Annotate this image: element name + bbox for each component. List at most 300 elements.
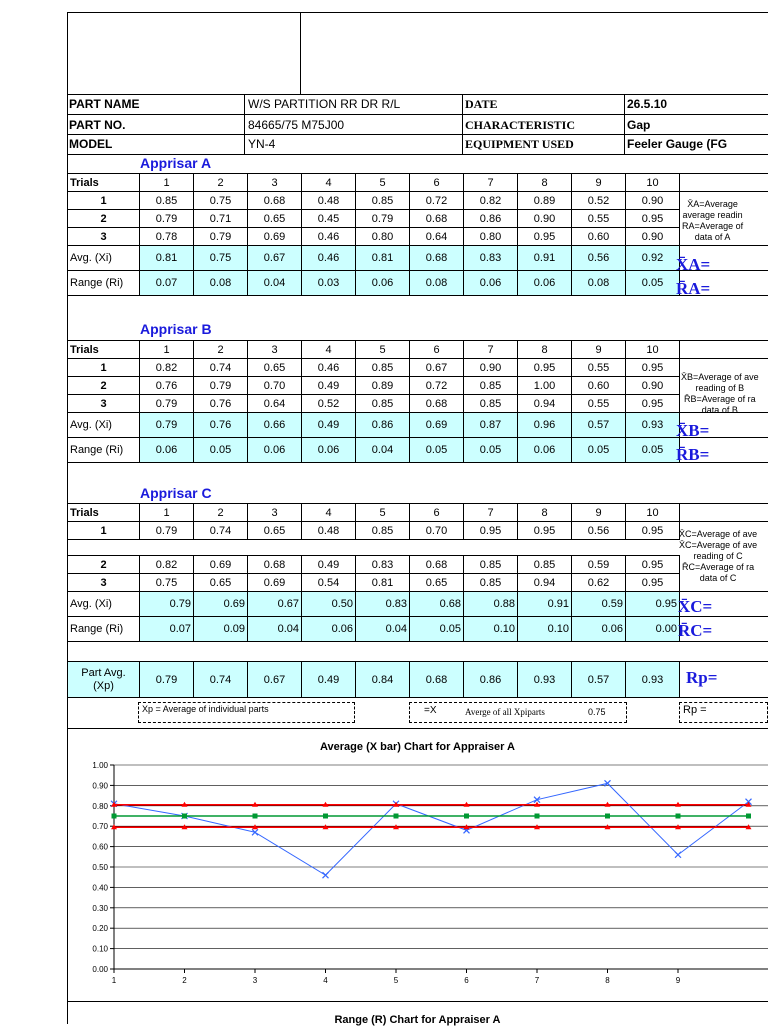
stat-value: 0.04 — [248, 271, 302, 296]
part-avg-label — [68, 662, 140, 698]
trial-number: 9 — [572, 341, 626, 359]
trial-header-row — [68, 504, 768, 522]
table-cell: 0.95 — [626, 359, 680, 377]
note-cell — [680, 341, 768, 359]
table-cell: 0.48 — [302, 522, 356, 540]
part-avg-value: 0.93 — [626, 662, 680, 698]
table-cell: 0.69 — [248, 574, 302, 592]
table-cell: 1 — [68, 359, 140, 377]
avg-row-label: Avg. (Xi) — [68, 413, 140, 438]
table-cell: 0.85 — [518, 556, 572, 574]
trial-number: 6 — [410, 504, 464, 522]
trial-number: 5 — [356, 504, 410, 522]
y-tick-label: 0.50 — [92, 863, 108, 872]
trial-number: 1 — [140, 174, 194, 192]
table-cell: 0.65 — [194, 574, 248, 592]
part-avg-value: 0.67 — [248, 662, 302, 698]
rp-note: Rp = — [679, 702, 768, 723]
stat-value: 0.83 — [464, 246, 518, 271]
stat-value: 0.93 — [626, 413, 680, 438]
table-cell: 0.67 — [410, 359, 464, 377]
avg-row-label: Avg. (Xi) — [68, 592, 140, 617]
table-cell: 0.79 — [140, 522, 194, 540]
note-line: data of B — [681, 405, 759, 416]
trial-number: 7 — [464, 341, 518, 359]
xbar-c-symbol: X̄C= — [678, 597, 712, 617]
range-row — [68, 271, 768, 296]
table-cell: 1 — [68, 192, 140, 210]
stat-value: 0.92 — [626, 246, 680, 271]
table-cell: 2 — [68, 210, 140, 228]
table-cell: 0.68 — [410, 556, 464, 574]
trial-number: 2 — [194, 504, 248, 522]
table-cell: 0.54 — [302, 574, 356, 592]
y-tick-label: 0.40 — [92, 883, 108, 892]
x-tick-label: 6 — [464, 976, 469, 985]
trial-number: 8 — [518, 504, 572, 522]
stat-value: 0.67 — [248, 592, 302, 617]
stat-value: 0.96 — [518, 413, 572, 438]
series-line — [114, 783, 749, 875]
y-tick-label: 0.00 — [92, 965, 108, 974]
avg-row — [68, 413, 768, 438]
trial-row — [68, 192, 768, 210]
table-cell: 0.74 — [194, 359, 248, 377]
appraiser-b-title: Apprisar B — [140, 321, 212, 337]
table-cell: 0.85 — [464, 556, 518, 574]
trial-number: 5 — [356, 174, 410, 192]
part-no-value: 84665/75 M75J00 — [248, 116, 344, 134]
table-cell: 0.90 — [626, 228, 680, 246]
trial-number: 8 — [518, 341, 572, 359]
part-avg-value: 0.93 — [518, 662, 572, 698]
y-tick-label: 0.90 — [92, 781, 108, 790]
trial-number: 6 — [410, 174, 464, 192]
y-tick-label: 0.10 — [92, 945, 108, 954]
avg-row — [68, 592, 768, 617]
stat-value: 0.05 — [626, 438, 680, 463]
table-cell: 0.64 — [248, 395, 302, 413]
trial-row — [68, 522, 768, 540]
table-cell: 0.55 — [572, 210, 626, 228]
table-cell: 0.60 — [572, 377, 626, 395]
table-cell: 0.52 — [572, 192, 626, 210]
xbar-a-symbol: X̄A= — [676, 255, 710, 275]
table-cell: 0.78 — [140, 228, 194, 246]
note-line: X̄B=Average of ave — [681, 372, 759, 383]
table-cell: 0.68 — [410, 210, 464, 228]
table-cell: 0.70 — [248, 377, 302, 395]
stat-value: 0.50 — [302, 592, 356, 617]
date-value: 26.5.10 — [627, 95, 667, 113]
divider — [67, 1001, 768, 1002]
range-row-label: Range (Ri) — [68, 617, 140, 642]
table-cell: 0.86 — [464, 210, 518, 228]
rbar-a-symbol: R̄A= — [676, 279, 710, 299]
table-cell: 2 — [68, 556, 140, 574]
x-tick-label: 9 — [676, 976, 681, 985]
part-avg-value: 0.68 — [410, 662, 464, 698]
trial-number: 4 — [302, 341, 356, 359]
data-point — [464, 814, 469, 819]
table-cell: 0.49 — [302, 556, 356, 574]
table-cell: 0.80 — [356, 228, 410, 246]
stat-value: 0.09 — [194, 617, 248, 642]
chart-title: Average (X bar) Chart for Appraiser A — [67, 741, 768, 753]
table-cell: 0.68 — [410, 395, 464, 413]
table-cell: 0.82 — [140, 556, 194, 574]
table-cell: 0.68 — [248, 192, 302, 210]
stat-value: 0.79 — [140, 592, 194, 617]
stat-value: 0.07 — [140, 617, 194, 642]
table-cell: 0.90 — [518, 210, 572, 228]
x-tick-label: 2 — [182, 976, 187, 985]
part-avg-label-line1: Part Avg. — [70, 667, 137, 680]
table-cell: 0.94 — [518, 395, 572, 413]
trial-header-row — [68, 341, 768, 359]
data-point — [675, 852, 681, 858]
table-cell: 0.76 — [140, 377, 194, 395]
appraiser-c-note — [679, 529, 757, 584]
table-cell: 0.95 — [626, 574, 680, 592]
xbar-b-symbol: X̄B= — [676, 421, 709, 441]
table-cell: 0.95 — [518, 228, 572, 246]
stat-value: 0.87 — [464, 413, 518, 438]
rbar-b-symbol: R̄B= — [676, 445, 709, 465]
trial-number: 5 — [356, 341, 410, 359]
stat-value: 0.88 — [464, 592, 518, 617]
stat-value: 0.81 — [356, 246, 410, 271]
stat-value: 0.05 — [194, 438, 248, 463]
stat-value: 0.66 — [248, 413, 302, 438]
stat-value: 0.10 — [464, 617, 518, 642]
trial-number: 9 — [572, 504, 626, 522]
divider — [244, 94, 245, 154]
data-point — [605, 814, 610, 819]
table-cell: 0.90 — [626, 192, 680, 210]
stat-value: 0.56 — [572, 246, 626, 271]
model-value: YN-4 — [248, 135, 275, 153]
avg-all-value: 0.75 — [588, 707, 606, 717]
table-cell: 0.85 — [464, 395, 518, 413]
table-cell: 0.69 — [248, 228, 302, 246]
range-row-label: Range (Ri) — [68, 271, 140, 296]
appraiser-b-note — [681, 372, 759, 416]
stat-value: 0.67 — [248, 246, 302, 271]
stat-value: 0.95 — [626, 592, 680, 617]
table-cell: 0.79 — [140, 210, 194, 228]
table-cell: 0.85 — [140, 192, 194, 210]
table-cell: 0.90 — [464, 359, 518, 377]
data-point — [746, 814, 751, 819]
stat-value: 0.10 — [518, 617, 572, 642]
part-name-label: PART NAME — [69, 95, 139, 113]
y-tick-label: 1.00 — [92, 761, 108, 770]
table-cell: 3 — [68, 395, 140, 413]
part-avg-label-line2: (Xp) — [70, 680, 137, 693]
stat-value: 0.68 — [410, 246, 464, 271]
table-cell: 0.70 — [410, 522, 464, 540]
equipment-value: Feeler Gauge (FG — [627, 135, 727, 153]
table-cell: 0.56 — [572, 522, 626, 540]
part-avg-value: 0.57 — [572, 662, 626, 698]
table-cell: 0.65 — [248, 210, 302, 228]
stat-value: 0.08 — [194, 271, 248, 296]
stat-value: 0.06 — [248, 438, 302, 463]
data-point — [182, 814, 187, 819]
table-cell: 0.62 — [572, 574, 626, 592]
y-tick-label: 0.80 — [92, 802, 108, 811]
part-avg-row — [68, 662, 768, 698]
x-tick-label: 7 — [535, 976, 540, 985]
table-cell: 0.72 — [410, 192, 464, 210]
stat-value: 0.06 — [302, 617, 356, 642]
table-cell: 0.79 — [356, 210, 410, 228]
trial-number: 2 — [194, 174, 248, 192]
table-cell: 0.95 — [518, 522, 572, 540]
table-cell: 0.85 — [464, 377, 518, 395]
avg-row-label: Avg. (Xi) — [68, 246, 140, 271]
table-cell: 0.79 — [194, 228, 248, 246]
table-cell: 0.64 — [410, 228, 464, 246]
table-cell: 0.65 — [248, 359, 302, 377]
stat-value: 0.06 — [140, 438, 194, 463]
table-cell: 0.71 — [194, 210, 248, 228]
stat-value: 0.06 — [572, 617, 626, 642]
characteristic-value: Gap — [627, 116, 650, 134]
table-cell: 0.82 — [140, 359, 194, 377]
divider — [67, 114, 768, 115]
note-line: reading of C — [679, 551, 757, 562]
table-cell: 0.85 — [356, 395, 410, 413]
y-tick-label: 0.20 — [92, 924, 108, 933]
table-cell: 3 — [68, 228, 140, 246]
table-cell: 0.46 — [302, 228, 356, 246]
note-line: X̄A=Average — [682, 199, 743, 210]
part-avg-value: 0.74 — [194, 662, 248, 698]
data-point — [323, 872, 329, 878]
x-tick-label: 3 — [253, 976, 258, 985]
model-label: MODEL — [69, 135, 112, 153]
table-cell: 0.83 — [356, 556, 410, 574]
note-line: X̄C=Average of ave — [679, 540, 757, 551]
table-cell: 0.55 — [572, 359, 626, 377]
range-row — [68, 617, 768, 642]
divider — [67, 134, 768, 135]
stat-value: 0.76 — [194, 413, 248, 438]
appraiser-a-table — [67, 173, 768, 296]
note-line: X̄C=Average of ave — [679, 529, 757, 540]
stat-value: 0.04 — [356, 617, 410, 642]
data-point — [112, 814, 117, 819]
stat-value: 0.79 — [140, 413, 194, 438]
trial-number: 3 — [248, 341, 302, 359]
table-cell: 0.95 — [626, 395, 680, 413]
stat-value: 0.05 — [572, 438, 626, 463]
note-line: RA=Average of — [682, 221, 743, 232]
part-average-table — [67, 661, 768, 698]
table-cell: 0.45 — [302, 210, 356, 228]
stat-value: 0.05 — [464, 438, 518, 463]
table-cell: 0.75 — [194, 192, 248, 210]
stat-value: 0.69 — [194, 592, 248, 617]
table-cell: 0.52 — [302, 395, 356, 413]
stat-value: 0.49 — [302, 413, 356, 438]
x-tick-label: 4 — [323, 976, 328, 985]
appraiser-a-note — [682, 199, 743, 243]
table-cell: 0.95 — [626, 556, 680, 574]
table-cell: 0.85 — [464, 574, 518, 592]
divider — [624, 94, 625, 154]
trial-number: 10 — [626, 174, 680, 192]
table-cell: 0.74 — [194, 522, 248, 540]
table-cell: 0.95 — [626, 210, 680, 228]
table-cell: 0.60 — [572, 228, 626, 246]
trial-number: 8 — [518, 174, 572, 192]
stat-value: 0.46 — [302, 246, 356, 271]
y-tick-label: 0.60 — [92, 843, 108, 852]
range-row-label: Range (Ri) — [68, 438, 140, 463]
data-point — [535, 814, 540, 819]
xbar-chart — [67, 755, 768, 990]
table-cell: 0.85 — [356, 192, 410, 210]
trial-row — [68, 395, 768, 413]
trial-number: 10 — [626, 504, 680, 522]
x-tick-label: 5 — [394, 976, 399, 985]
note-cell — [680, 504, 768, 522]
stat-value: 0.83 — [356, 592, 410, 617]
data-point — [394, 814, 399, 819]
characteristic-label: CHARACTERISTIC — [465, 116, 575, 134]
avg-row — [68, 246, 768, 271]
trial-number: 1 — [140, 504, 194, 522]
rbar-c-symbol: R̄C= — [678, 621, 712, 641]
table-cell: 0.69 — [194, 556, 248, 574]
divider — [67, 728, 768, 729]
trials-label: Trials — [68, 504, 140, 522]
trial-row — [68, 574, 768, 592]
trials-label: Trials — [68, 341, 140, 359]
appraiser-b-table — [67, 340, 768, 463]
range-chart-title: Range (R) Chart for Appraiser A — [67, 1014, 768, 1026]
table-cell: 0.85 — [356, 522, 410, 540]
note-line: data of C — [679, 573, 757, 584]
note-line: R̄B=Average of ra — [681, 394, 759, 405]
table-cell: 0.89 — [356, 377, 410, 395]
stat-value: 0.81 — [140, 246, 194, 271]
xbarbar-symbol: =X — [424, 705, 437, 716]
trial-number: 1 — [140, 341, 194, 359]
stat-value: 0.05 — [410, 438, 464, 463]
stat-value: 0.03 — [302, 271, 356, 296]
part-no-label: PART NO. — [69, 116, 125, 134]
table-cell: 0.75 — [140, 574, 194, 592]
stat-value: 0.05 — [626, 271, 680, 296]
stat-value: 0.68 — [410, 592, 464, 617]
data-point — [323, 814, 328, 819]
table-cell: 1 — [68, 522, 140, 540]
note-line: average readin — [682, 210, 743, 221]
table-cell: 0.94 — [518, 574, 572, 592]
table-cell: 0.72 — [410, 377, 464, 395]
trial-number: 4 — [302, 174, 356, 192]
part-avg-value: 0.86 — [464, 662, 518, 698]
stat-value: 0.07 — [140, 271, 194, 296]
trial-row — [68, 228, 768, 246]
stat-value: 0.69 — [410, 413, 464, 438]
equipment-label: EQUIPMENT USED — [465, 135, 574, 153]
stat-value: 0.04 — [248, 617, 302, 642]
part-avg-value: 0.79 — [140, 662, 194, 698]
stat-value: 0.57 — [572, 413, 626, 438]
table-cell: 0.81 — [356, 574, 410, 592]
stat-value: 0.86 — [356, 413, 410, 438]
table-cell: 0.65 — [410, 574, 464, 592]
trial-header-row — [68, 174, 768, 192]
note-cell — [680, 174, 768, 192]
note-line: data of A — [682, 232, 743, 243]
x-tick-label: 8 — [605, 976, 610, 985]
appraiser-c-table — [67, 555, 768, 642]
trial-number: 9 — [572, 174, 626, 192]
stat-value: 0.05 — [410, 617, 464, 642]
part-avg-value: 0.84 — [356, 662, 410, 698]
stat-value: 0.08 — [410, 271, 464, 296]
table-cell: 0.49 — [302, 377, 356, 395]
stat-value: 0.04 — [356, 438, 410, 463]
trial-number: 7 — [464, 504, 518, 522]
table-cell: 2 — [68, 377, 140, 395]
table-cell: 0.95 — [518, 359, 572, 377]
trial-number: 10 — [626, 341, 680, 359]
stat-value: 0.06 — [464, 271, 518, 296]
table-cell: 0.90 — [626, 377, 680, 395]
trial-number: 6 — [410, 341, 464, 359]
table-cell: 3 — [68, 574, 140, 592]
table-cell: 0.82 — [464, 192, 518, 210]
appraiser-a-title: Apprisar A — [140, 155, 211, 171]
trials-label: Trials — [68, 174, 140, 192]
table-cell: 0.65 — [248, 522, 302, 540]
stat-value: 0.00 — [626, 617, 680, 642]
x-tick-label: 1 — [112, 976, 117, 985]
table-cell: 1.00 — [518, 377, 572, 395]
stat-value: 0.06 — [518, 271, 572, 296]
stat-value: 0.06 — [356, 271, 410, 296]
trial-row — [68, 210, 768, 228]
note-line: R̄C=Average of ra — [679, 562, 757, 573]
trial-row — [68, 359, 768, 377]
trial-number: 3 — [248, 504, 302, 522]
trial-row — [68, 556, 768, 574]
trial-row — [68, 377, 768, 395]
stat-value: 0.91 — [518, 246, 572, 271]
appraiser-c-table-top — [67, 503, 768, 540]
rp-symbol: Rp= — [686, 668, 717, 688]
table-cell: 0.55 — [572, 395, 626, 413]
table-cell: 0.46 — [302, 359, 356, 377]
table-cell: 0.95 — [464, 522, 518, 540]
trial-number: 3 — [248, 174, 302, 192]
table-cell: 0.95 — [626, 522, 680, 540]
table-cell: 0.85 — [356, 359, 410, 377]
divider — [462, 94, 463, 154]
stat-value: 0.59 — [572, 592, 626, 617]
avg-all-note: Averge of all Xpiparts — [465, 707, 545, 717]
trial-number: 2 — [194, 341, 248, 359]
note-line: reading of B — [681, 383, 759, 394]
y-tick-label: 0.30 — [92, 904, 108, 913]
